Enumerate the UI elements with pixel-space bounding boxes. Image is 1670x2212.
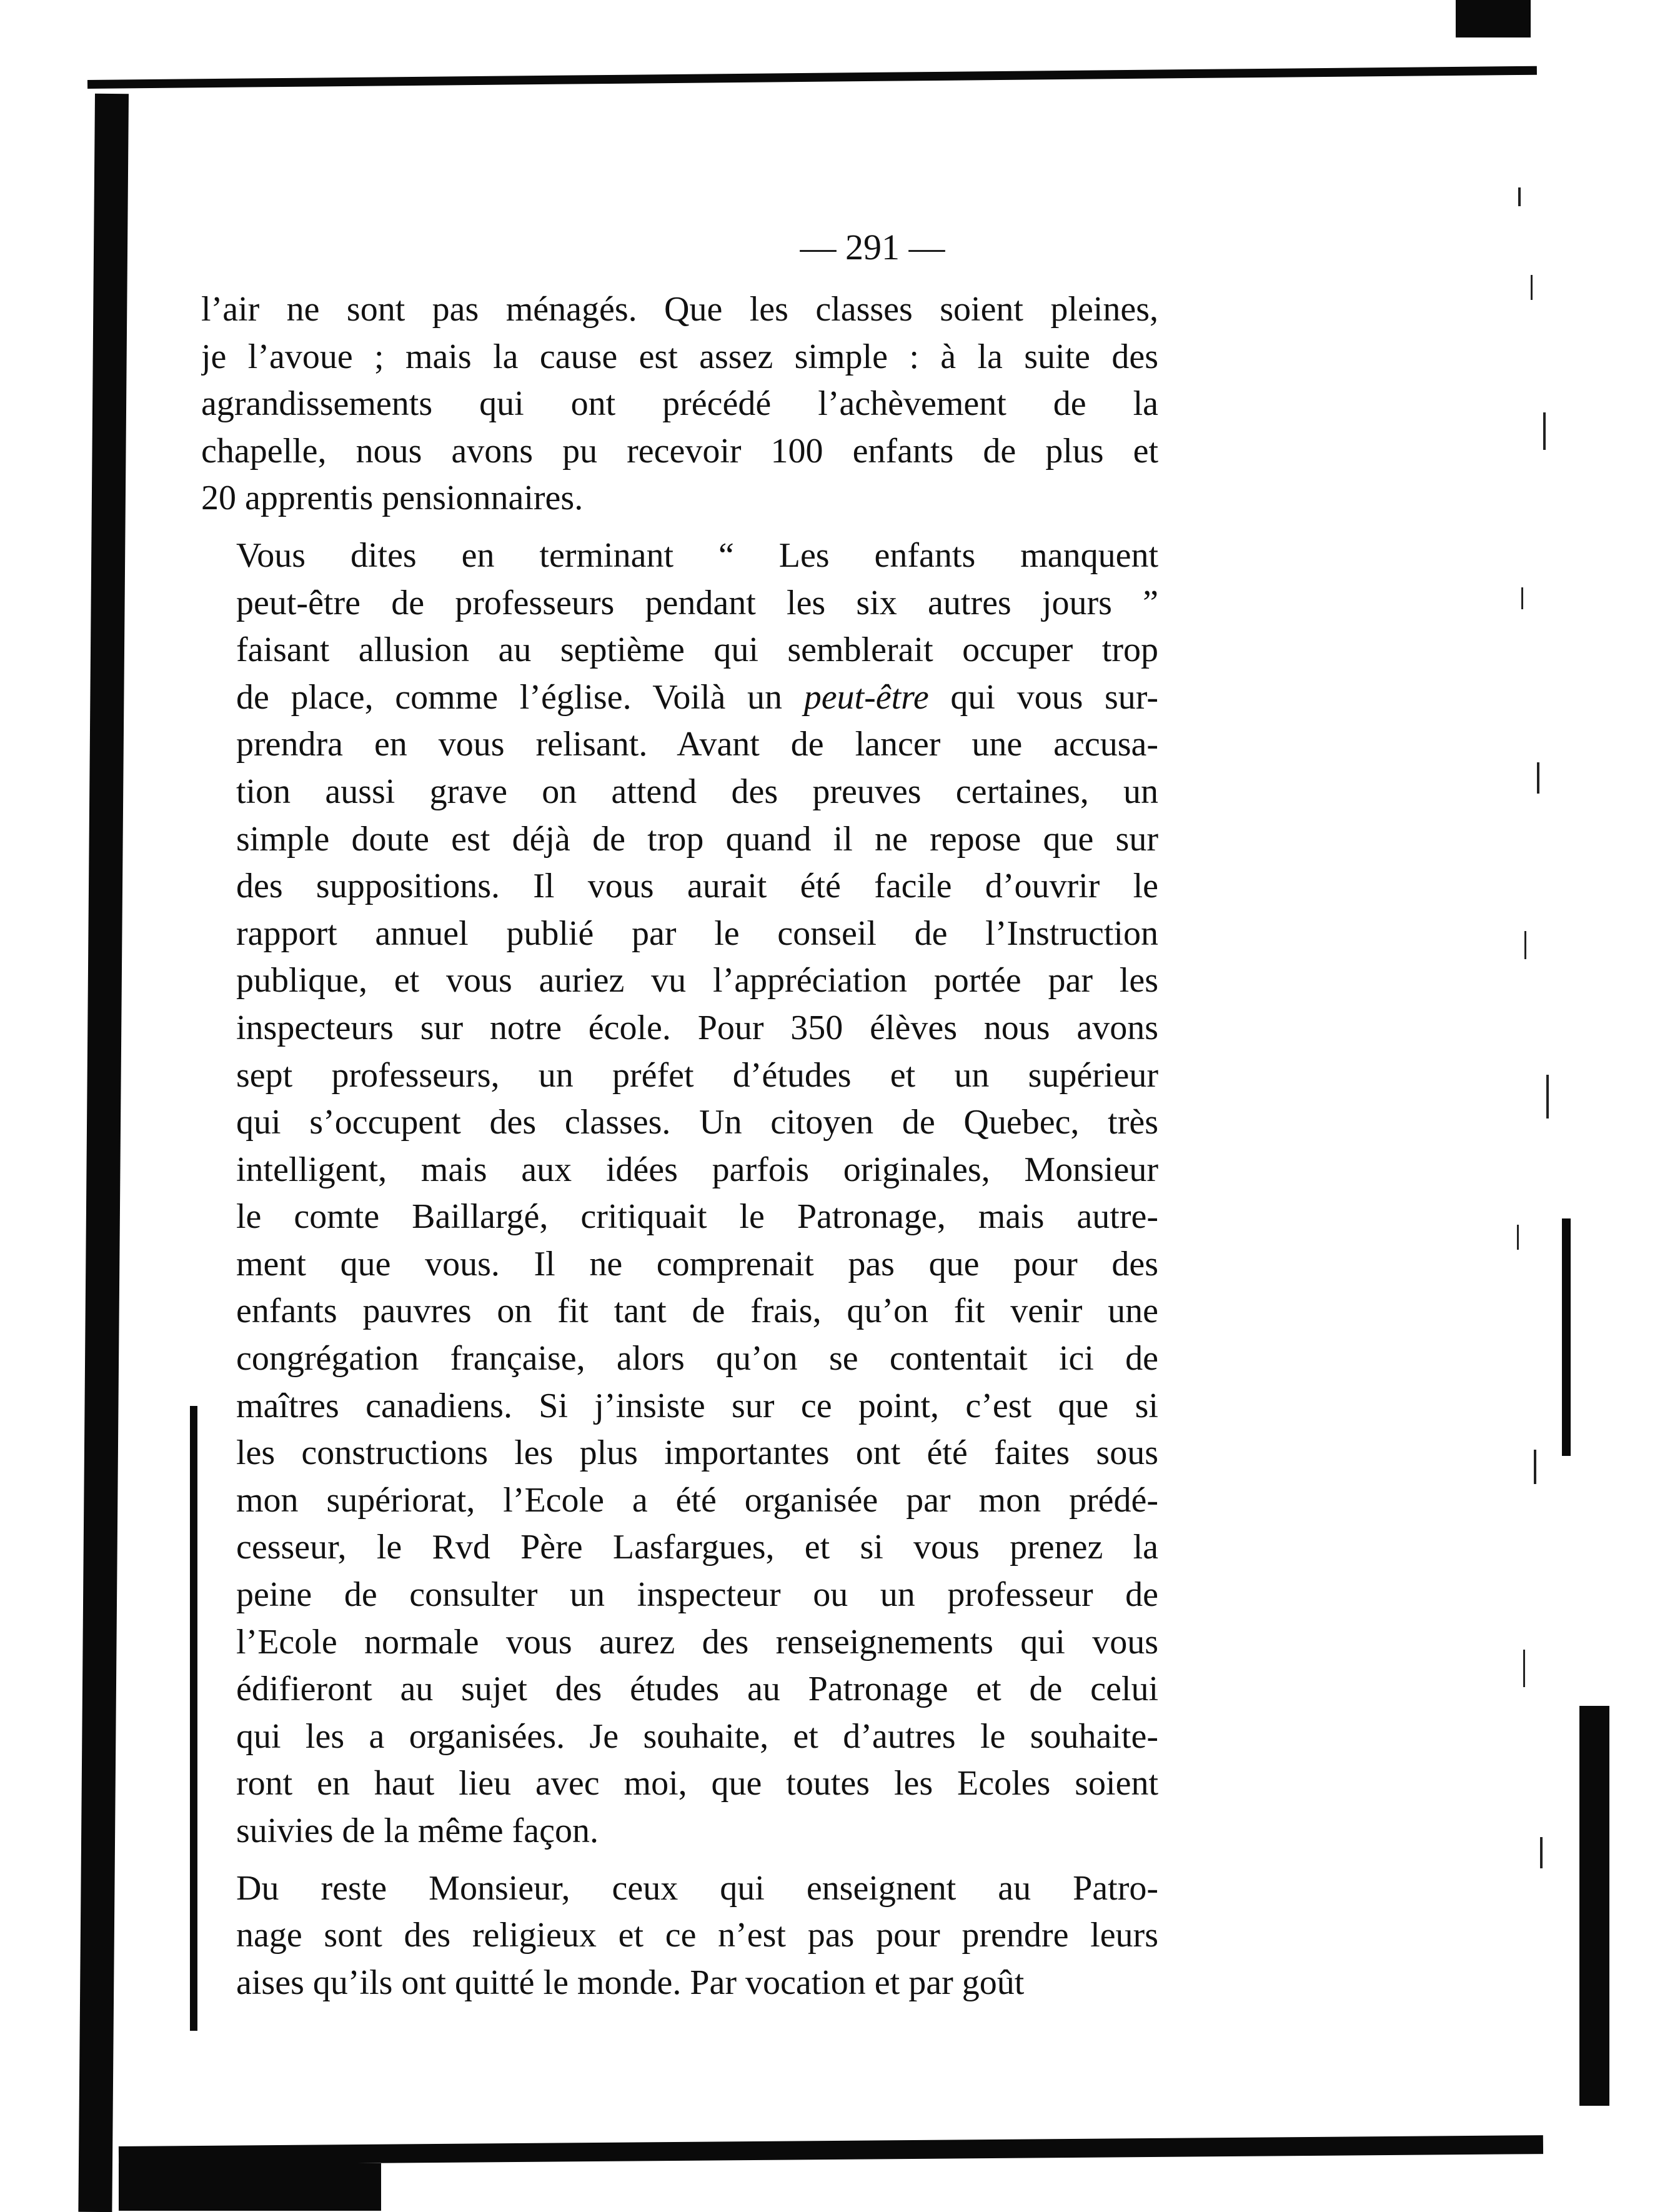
text-line: publique, et vous auriez vu l’appréciation portée par les [236, 961, 1158, 1000]
text-line: édifieront au sujet des études au Patronage et de celui [236, 1670, 1158, 1709]
scan-edge-top-right [1456, 0, 1531, 37]
scan-edge-bottom [119, 2135, 1543, 2165]
text-line: intelligent, mais aux idées parfois originales, Monsieur [236, 1150, 1158, 1189]
text-line: qui les a organisées. Je souhaite, et d’autres le souhaite- [236, 1716, 1158, 1756]
text-line: qui s’occupent des classes. Un citoyen de Quebec, très [236, 1103, 1158, 1142]
text-line: Vous dites en terminant “ Les enfants manquent [236, 536, 1158, 575]
paragraph [201, 532, 1158, 1855]
scan-edge-right-mid [1562, 1218, 1571, 1456]
scan-speckles [1512, 150, 1556, 2025]
text-line: je l’avoue ; mais la cause est assez simple : à la suite des [201, 337, 1158, 376]
text-line: les constructions les plus importantes ont été faites sous [236, 1433, 1158, 1473]
text-line: Du reste Monsieur, ceux qui enseignent au Patro- [236, 1868, 1158, 1908]
text-line: ront en haut lieu avec moi, que toutes les Ecoles soient [236, 1764, 1158, 1803]
text-line: cesseur, le Rvd Père Lasfargues, et si vous prenez la [236, 1528, 1158, 1567]
text-line: simple doute est déjà de trop quand il ne repose que sur [236, 819, 1158, 859]
italic-text: peut-être [803, 677, 929, 717]
scan-edge-left [78, 94, 129, 2212]
body-text [201, 286, 1158, 2006]
text-line: suivies de la même façon. [236, 1811, 599, 1850]
text-line: rapport annuel publié par le conseil de l’Instruction [236, 914, 1158, 953]
text-line: l’Ecole normale vous aurez des renseignements qui vous [236, 1622, 1158, 1661]
text-line: congrégation française, alors qu’on se contentait ici de [236, 1339, 1158, 1378]
text-line: prendra en vous relisant. Avant de lancer une accusa- [236, 725, 1158, 764]
text-line: des suppositions. Il vous aurait été facile d’ouvrir le [236, 867, 1158, 906]
text-line: chapelle, nous avons pu recevoir 100 enfants de plus et [201, 431, 1158, 471]
scan-edge-top [87, 66, 1537, 89]
text-line: nage sont des religieux et ce n’est pas pour prendre leurs [236, 1916, 1158, 1955]
text-line: de place, comme l’église. Voilà un peut-être qui vous sur- [236, 677, 1158, 717]
text-line: inspecteurs sur notre école. Pour 350 élèves nous avons [236, 1008, 1158, 1047]
page-number: — 291 — [800, 227, 945, 267]
text-line: aises qu’ils ont quitté le monde. Par vocation et par goût [236, 1963, 1025, 2002]
paragraph [201, 1865, 1158, 2007]
scan-edge-bottom-thick [119, 2163, 381, 2211]
text-line: enfants pauvres on fit tant de frais, qu’on fit venir une [236, 1292, 1158, 1331]
text-line: agrandissements qui ont précédé l’achèvement de la [201, 384, 1158, 424]
text-line: sept professeurs, un préfet d’études et un supérieur [236, 1055, 1158, 1095]
text-line: peine de consulter un inspecteur ou un professeur de [236, 1575, 1158, 1615]
text-line: l’air ne sont pas ménagés. Que les classes soient pleines, [201, 290, 1158, 329]
text-line: faisant allusion au septième qui semblerait occuper trop [236, 630, 1158, 670]
text-line: ment que vous. Il ne comprenait pas que pour des [236, 1244, 1158, 1283]
scan-edge-right [1579, 1706, 1609, 2106]
text-line: le comte Baillargé, critiquait le Patronage, mais autre- [236, 1197, 1158, 1237]
text-line: peut-être de professeurs pendant les six autres jours ” [236, 583, 1158, 622]
text-line: 20 apprentis pensionnaires. [201, 479, 584, 518]
paragraph [201, 286, 1158, 522]
text-line: maîtres canadiens. Si j’insiste sur ce point, c’est que si [236, 1386, 1158, 1425]
scan-edge-left-thin [190, 1406, 197, 2031]
text-line: tion aussi grave on attend des preuves certaines, un [236, 772, 1158, 811]
text-line: mon supériorat, l’Ecole a été organisée par mon prédé- [236, 1480, 1158, 1520]
